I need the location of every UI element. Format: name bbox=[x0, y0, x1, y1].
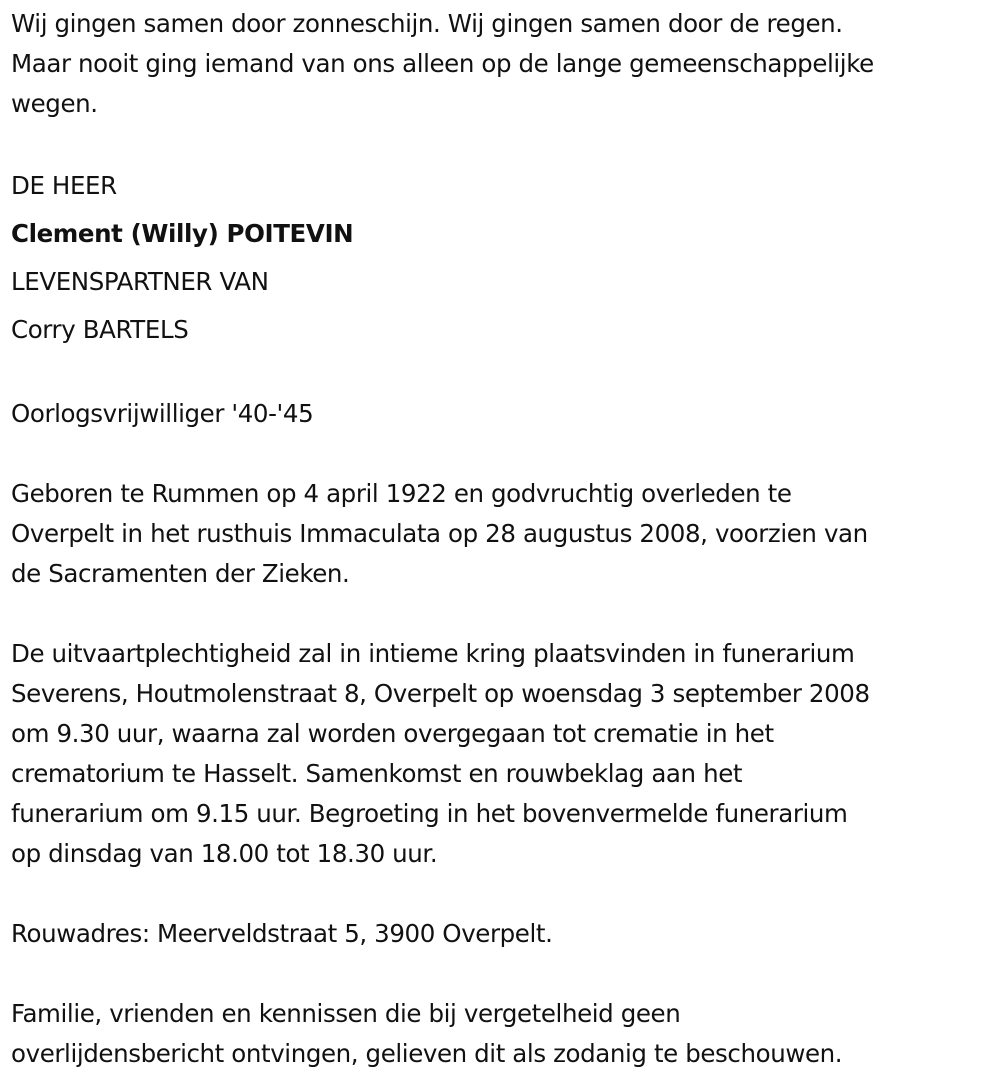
opening-verse bbox=[11, 4, 986, 124]
closing-paragraph bbox=[11, 994, 986, 1074]
funeral-paragraph bbox=[11, 634, 986, 874]
deceased-block bbox=[11, 162, 988, 354]
funeral-line-2: Severens, Houtmolenstraat 8, Overpelt op woensdag 3 september 2008 bbox=[11, 679, 870, 708]
closing-line-1: Familie, vrienden en kennissen die bij vergetelheid geen bbox=[11, 999, 681, 1028]
honor-block bbox=[11, 394, 988, 434]
deceased-title: DE HEER bbox=[11, 171, 117, 200]
birth-death-line-2: Overpelt in het rusthuis Immaculata op 28 augustus 2008, voorzien van bbox=[11, 519, 868, 548]
funeral-line-3: om 9.30 uur, waarna zal worden overgegaan tot crematie in het bbox=[11, 719, 774, 748]
closing-line-2: overlijdensbericht ontvingen, gelieven dit als zodanig te beschouwen. bbox=[11, 1039, 843, 1068]
mourning-address: Rouwadres: Meerveldstraat 5, 3900 Overpelt. bbox=[11, 919, 553, 948]
relation-label: LEVENSPARTNER VAN bbox=[11, 267, 269, 296]
birth-death-paragraph bbox=[11, 474, 986, 594]
verse-line-2: Maar nooit ging iemand van ons alleen op de lange gemeenschappelijke bbox=[11, 49, 874, 78]
address-block bbox=[11, 914, 988, 954]
funeral-line-4: crematorium te Hasselt. Samenkomst en rouwbeklag aan het bbox=[11, 759, 743, 788]
birth-death-line-1: Geboren te Rummen op 4 april 1922 en godvruchtig overleden te bbox=[11, 479, 792, 508]
funeral-line-1: De uitvaartplechtigheid zal in intieme kring plaatsvinden in funerarium bbox=[11, 639, 855, 668]
partner-name: Corry BARTELS bbox=[11, 315, 189, 344]
funeral-line-6: op dinsdag van 18.00 tot 18.30 uur. bbox=[11, 839, 438, 868]
birth-death-line-3: de Sacramenten der Zieken. bbox=[11, 559, 350, 588]
verse-line-3: wegen. bbox=[11, 89, 98, 118]
funeral-line-5: funerarium om 9.15 uur. Begroeting in het bovenvermelde funerarium bbox=[11, 799, 848, 828]
deceased-name: Clement (Willy) POITEVIN bbox=[11, 219, 354, 248]
honor-text: Oorlogsvrijwilliger '40-'45 bbox=[11, 399, 314, 428]
verse-line-1: Wij gingen samen door zonneschijn. Wij gingen samen door de regen. bbox=[11, 9, 843, 38]
